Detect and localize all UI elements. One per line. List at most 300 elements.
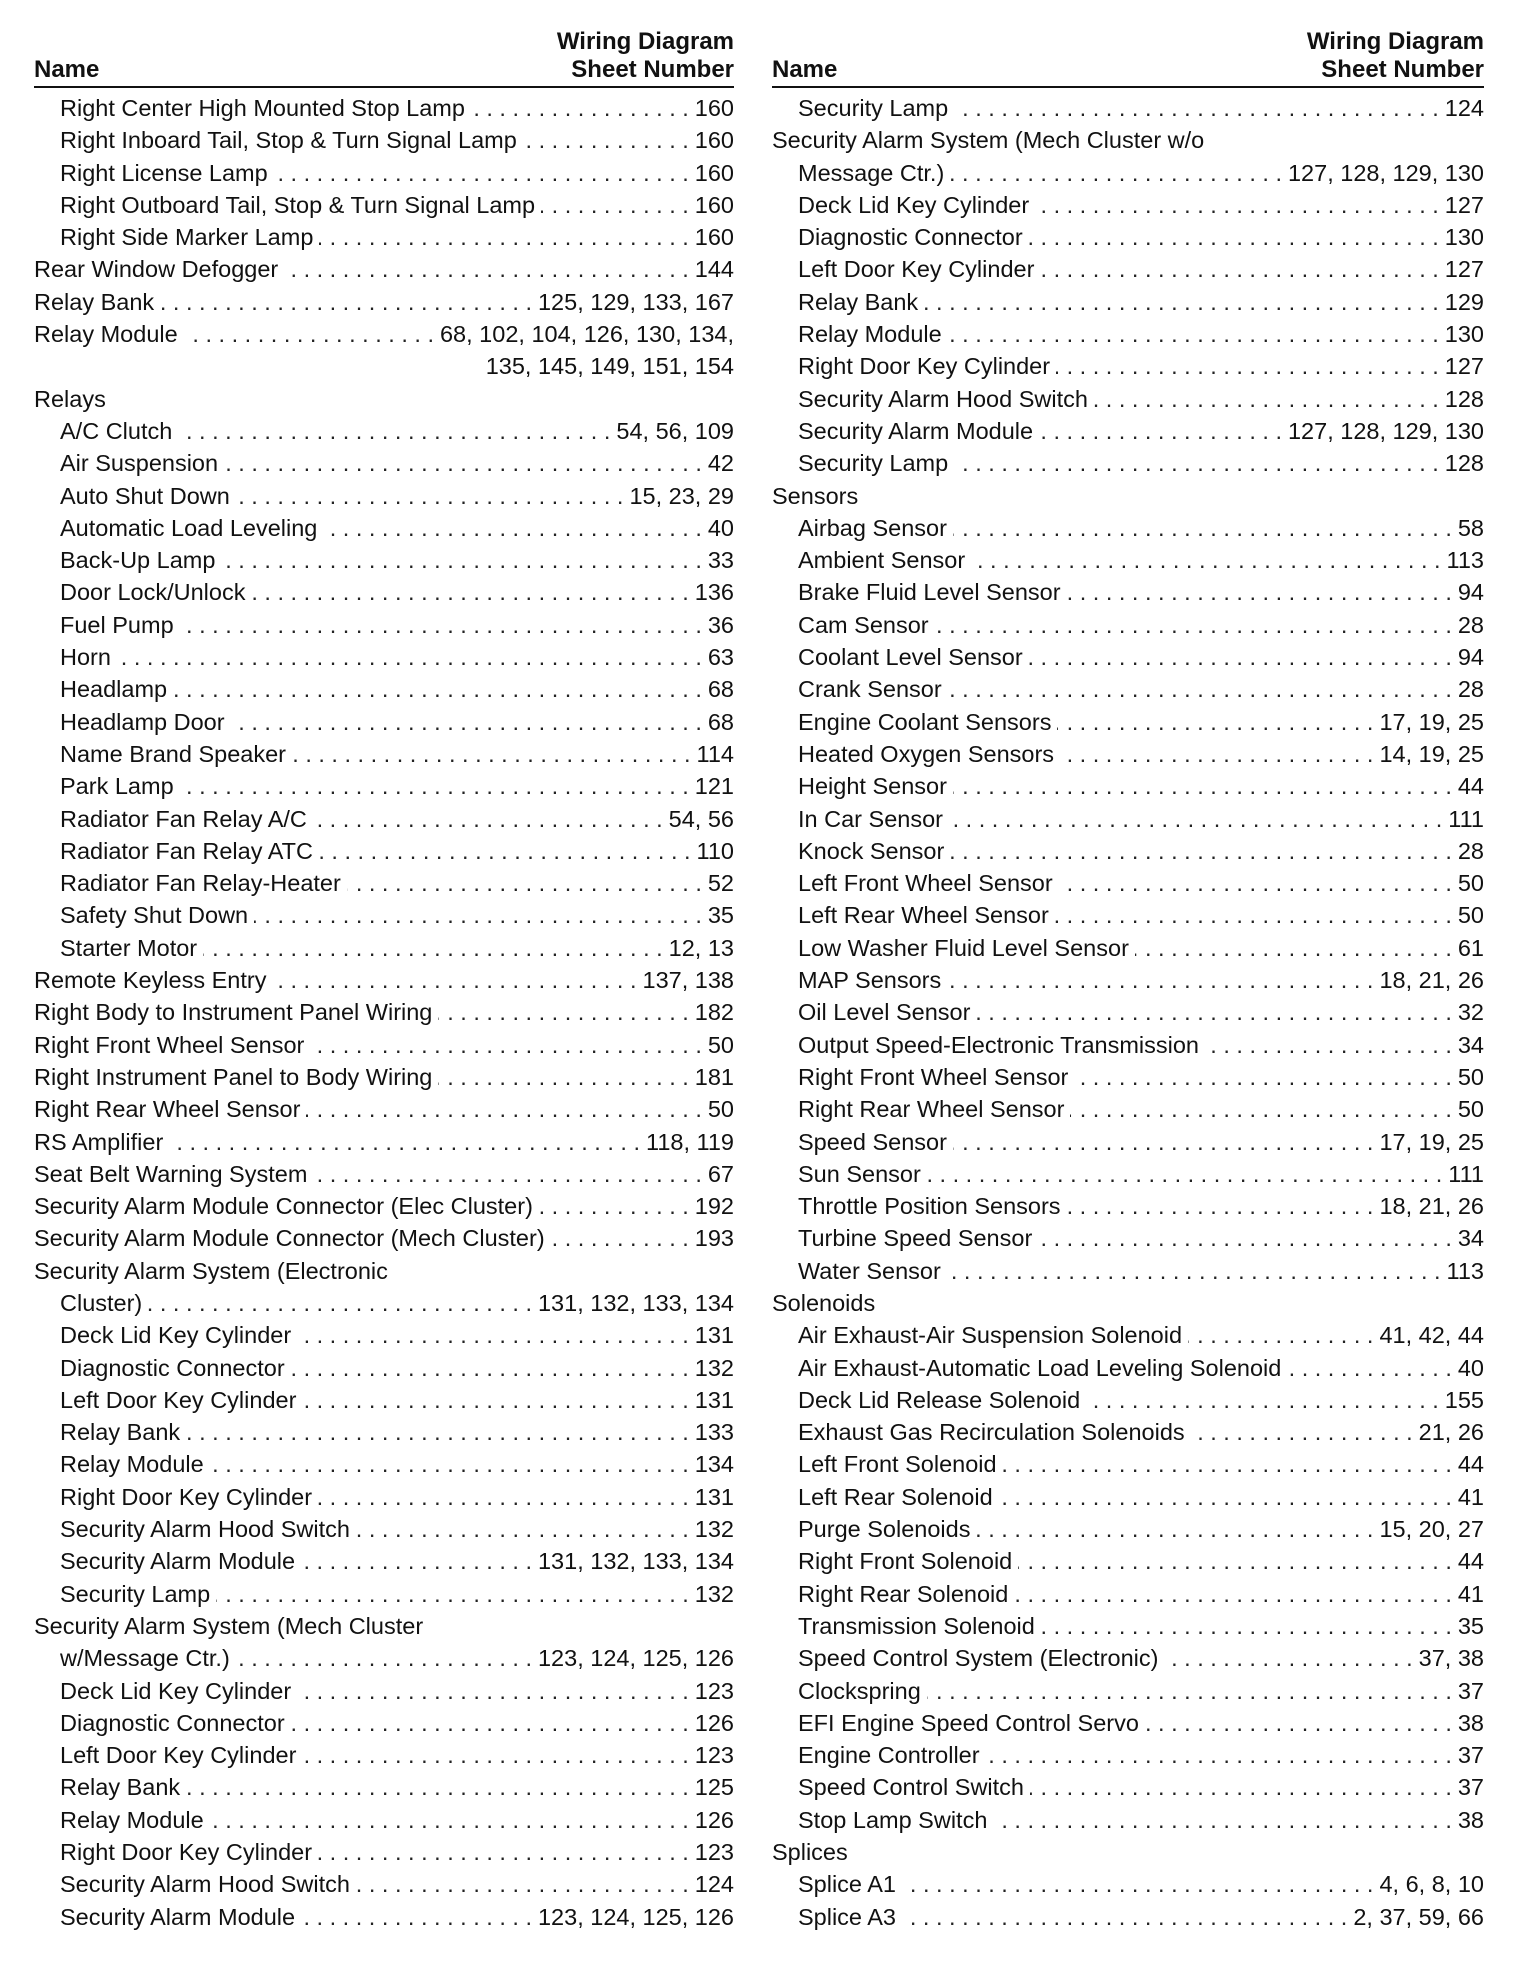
index-entry [772,480,1484,512]
index-entry [772,1287,1484,1319]
dot-leader [356,1868,689,1900]
entry-sheet-number: 131 [694,1483,734,1510]
dot-leader [210,1804,689,1836]
entry-name: Headlamp Door [60,708,225,735]
dot-leader [1287,1352,1452,1384]
dot-leader [301,1545,532,1577]
entry-sheet-number: 144 [694,256,734,283]
entry-sheet-number: 37 [1457,1677,1484,1704]
entry-name: Left Rear Wheel Sensor [798,902,1049,929]
entry-sheet-number: 35 [707,902,734,929]
entry-name: Left Door Key Cylinder [60,1386,297,1413]
entry-name: Speed Control Switch [798,1774,1024,1801]
entry-name: Name Brand Speaker [60,740,286,767]
dot-leader [976,996,1451,1028]
entry-name: Starter Motor [60,934,198,961]
dot-leader [1164,1642,1412,1674]
index-entry [34,1771,734,1803]
dot-leader [954,447,1439,479]
index-entry [34,1836,734,1868]
dot-leader [541,189,689,221]
index-entry [34,770,734,802]
entry-sheet-number: 131 [694,1386,734,1413]
entry-name: Engine Coolant Sensors [798,708,1052,735]
index-entry [34,1319,734,1351]
entry-name: Door Lock/Unlock [60,579,246,606]
entry-sheet-number: 124 [1444,95,1484,121]
entry-sheet-number: 123 [694,1677,734,1704]
entry-name: RS Amplifier [34,1128,164,1155]
dot-leader [1188,1319,1373,1351]
dot-leader [178,415,610,447]
entry-name: Stop Lamp Switch [798,1806,988,1833]
dot-leader [148,1287,532,1319]
dot-leader [953,512,1452,544]
entry-name: Security Alarm Module Connector (Elec Cluster) [34,1193,533,1220]
index-entry [34,189,734,221]
entry-name: Right Front Wheel Sensor [34,1031,305,1058]
dot-leader [186,1416,689,1448]
entry-name: Security Alarm System (Mech Cluster [34,1612,424,1639]
entry-name: Right Rear Wheel Sensor [34,1096,301,1123]
index-entry [772,1384,1484,1416]
entry-name: Security Lamp [60,1580,211,1607]
entry-sheet-number: 38 [1457,1806,1484,1833]
entry-name: Deck Lid Release Solenoid [798,1386,1081,1413]
entry-name: Relay Module [60,1451,204,1478]
dot-leader [301,1901,532,1933]
entry-sheet-number: 111 [1448,805,1484,832]
dot-leader [1074,1061,1451,1093]
index-entry [772,1416,1484,1448]
entry-sheet-number: 131, 132, 133, 134 [537,1548,734,1575]
entry-sheet-number: 67 [707,1160,734,1187]
dot-leader [356,1513,689,1545]
dot-leader [1038,1222,1452,1254]
entry-name: Crank Sensor [798,676,942,703]
entry-name: Splice A1 [798,1871,896,1898]
entry-name: Seat Belt Warning System [34,1160,308,1187]
index-entry [772,1029,1484,1061]
entry-sheet-number: 132 [694,1354,734,1381]
dot-leader [1018,1545,1452,1577]
entry-sheet-number: 44 [1457,1451,1484,1478]
index-entry [772,1836,1484,1868]
entry-name: Left Front Wheel Sensor [798,870,1053,897]
index-entry [772,1319,1484,1351]
index-entry [772,253,1484,285]
entry-name: Air Suspension [60,450,219,477]
entry-sheet-number: 134 [694,1451,734,1478]
dot-leader [1003,1448,1452,1480]
index-entry [772,1610,1484,1642]
entry-sheet-number: 34 [1457,1031,1484,1058]
entry-name: Radiator Fan Relay A/C [60,805,307,832]
dot-leader [953,770,1452,802]
dot-leader [169,1126,640,1158]
dot-leader [210,1448,689,1480]
entry-sheet-number: 181 [694,1063,734,1090]
index-entry [772,770,1484,802]
sheet-number-column-heading [557,28,734,84]
index-entry [772,92,1484,124]
entry-sheet-number: 123 [694,1839,734,1866]
dot-leader [173,673,702,705]
entry-sheet-number: 50 [707,1031,734,1058]
entry-name: Ambient Sensor [798,547,966,574]
name-column-heading: Name [34,56,100,83]
entry-name: Splices [772,1839,848,1866]
dot-leader [236,1642,532,1674]
left-column [34,26,734,1933]
entry-name: Cluster) [60,1289,143,1316]
entry-sheet-number: 123, 124, 125, 126 [537,1645,734,1672]
dot-leader [184,318,434,350]
dot-leader [323,512,701,544]
dot-leader [902,1868,1373,1900]
entry-name: Oil Level Sensor [798,999,971,1026]
dot-leader [953,1126,1374,1158]
index-entry [34,157,734,189]
index-entry [34,835,734,867]
index-entry [34,1448,734,1480]
entry-name: Security Alarm Hood Switch [60,1516,350,1543]
index-entry [772,1352,1484,1384]
index-entry [772,738,1484,770]
index-entry [34,1093,734,1125]
sheet-number-column-heading [1307,28,1484,84]
index-entry [772,899,1484,931]
index-entry [34,673,734,705]
index-entry [772,189,1484,221]
index-entry [772,1675,1484,1707]
index-entry [772,1158,1484,1190]
entry-sheet-number: 50 [707,1096,734,1123]
entry-sheet-number: 127, 128, 129, 130 [1287,159,1484,186]
entry-name: Height Sensor [798,773,947,800]
entry-sheet-number: 40 [1457,1354,1484,1381]
entry-sheet-number: 12, 13 [668,934,734,961]
index-entry [772,867,1484,899]
dot-leader [1191,1416,1413,1448]
entry-sheet-number: 118, 119 [646,1128,734,1155]
index-entry [34,1352,734,1384]
entry-sheet-number: 50 [1457,902,1484,929]
entry-name: Relay Module [60,1806,204,1833]
index-entry [34,480,734,512]
index-entry [34,1126,734,1158]
dot-leader [1135,932,1452,964]
dot-leader [180,770,689,802]
entry-name: Security Alarm Module [60,1903,296,1930]
dot-leader [1035,189,1439,221]
dot-leader [347,867,702,899]
index-entry [772,447,1484,479]
dot-leader [927,1158,1442,1190]
entry-name: Water Sensor [798,1257,941,1284]
dot-leader [1060,738,1373,770]
dot-leader [319,835,691,867]
entry-name: Security Alarm Hood Switch [60,1871,350,1898]
entry-sheet-number: 160 [694,159,734,186]
index-entry [772,1545,1484,1577]
dot-leader [1057,706,1373,738]
index-entry [34,1578,734,1610]
dot-leader [1030,1771,1452,1803]
index-entry [34,544,734,576]
index-entry [34,576,734,608]
entry-sheet-number: 160 [694,224,734,251]
dot-leader [302,1739,688,1771]
dot-leader [1067,576,1452,608]
entry-name: w/Message Ctr.) [60,1645,230,1672]
entry-name: Solenoids [772,1289,876,1316]
entry-sheet-number: 44 [1457,773,1484,800]
entry-sheet-number: 132 [694,1580,734,1607]
entry-name: Air Exhaust-Automatic Load Leveling Solenoid [798,1354,1282,1381]
entry-name: Right Center High Mounted Stop Lamp [60,95,465,121]
dot-leader [1067,1190,1374,1222]
entry-sheet-number: 21, 26 [1418,1419,1484,1446]
name-column-heading: Name [772,56,838,83]
entry-name: In Car Sensor [798,805,943,832]
index-entry [772,1448,1484,1480]
entry-name: Automatic Load Leveling [60,514,318,541]
index-entry [772,1771,1484,1803]
entry-sheet-number: 15, 20, 27 [1379,1516,1484,1543]
entry-name: Security Alarm Module [798,417,1034,444]
entry-sheet-number: 126 [694,1806,734,1833]
entry-name: Message Ctr.) [798,159,945,186]
entry-sheet-number: 160 [694,95,734,121]
index-entry [34,512,734,544]
dot-leader [947,1255,1441,1287]
entry-sheet-number: 131, 132, 133, 134 [537,1289,734,1316]
entry-name: Speed Control System (Electronic) [798,1645,1159,1672]
entry-name: Cam Sensor [798,611,929,638]
entry-sheet-number: 32 [1457,999,1484,1026]
dot-leader [160,286,532,318]
index-entry [34,932,734,964]
entry-sheet-number: 38 [1457,1709,1484,1736]
entry-name: Knock Sensor [798,837,945,864]
sheet-heading-line1: Wiring Diagram [556,28,734,55]
index-entry [772,706,1484,738]
dot-leader [950,835,1452,867]
entry-sheet-number: 125, 129, 133, 167 [537,288,734,315]
entry-sheet-number: 193 [694,1225,734,1252]
index-entry [34,350,734,382]
index-entry [34,738,734,770]
entry-name: Transmission Solenoid [798,1612,1035,1639]
index-entry [34,1642,734,1674]
entry-sheet-number: 2, 37, 59, 66 [1353,1903,1484,1930]
index-entry [772,383,1484,415]
entry-sheet-number: 37 [1457,1742,1484,1769]
entry-sheet-number: 68 [707,676,734,703]
index-entry [772,673,1484,705]
entry-name: Turbine Speed Sensor [798,1225,1033,1252]
dot-leader [1056,350,1439,382]
dot-leader [1070,1093,1451,1125]
dot-leader [1059,867,1452,899]
index-entry [772,157,1484,189]
index-entry [772,1061,1484,1093]
entry-sheet-number: 41 [1457,1580,1484,1607]
entry-name: Sensors [772,482,859,509]
entry-name: Right Rear Solenoid [798,1580,1009,1607]
index-entry [772,609,1484,641]
dot-leader [297,1675,689,1707]
index-entry [772,544,1484,576]
index-entry [34,803,734,835]
entry-sheet-number: 136 [694,579,734,606]
entry-sheet-number: 63 [707,644,734,671]
entry-name: Right License Lamp [60,159,268,186]
entry-name: Coolant Level Sensor [798,644,1023,671]
dot-leader [948,318,1439,350]
entry-name: Output Speed-Electronic Transmission [798,1031,1199,1058]
entry-name: Security Lamp [798,95,949,121]
entry-name: Security Alarm System (Mech Cluster w/o [772,127,1205,154]
entry-name: Sun Sensor [798,1160,921,1187]
entry-sheet-number: 4, 6, 8, 10 [1379,1871,1484,1898]
entry-sheet-number: 42 [707,450,734,477]
dot-leader [1029,221,1439,253]
entry-name: Right Door Key Cylinder [60,1839,313,1866]
entry-name: Radiator Fan Relay ATC [60,837,313,864]
entry-sheet-number: 126 [694,1709,734,1736]
index-entry [34,1707,734,1739]
dot-leader [971,544,1440,576]
entry-sheet-number: 61 [1457,934,1484,961]
dot-leader [471,92,689,124]
entry-name: Remote Keyless Entry [34,967,267,994]
entry-sheet-number: 50 [1457,1063,1484,1090]
index-entry [772,1481,1484,1513]
dot-leader [438,996,688,1028]
left-entries-list [34,92,734,1933]
dot-leader [274,157,689,189]
entry-sheet-number: 35 [1457,1612,1484,1639]
index-entry [34,964,734,996]
entry-name: Radiator Fan Relay-Heater [60,870,341,897]
dot-leader [224,447,702,479]
entry-name: Air Exhaust-Air Suspension Solenoid [798,1322,1183,1349]
dot-leader [523,124,689,156]
entry-sheet-number: 135, 145, 149, 151, 154 [485,353,734,380]
entry-sheet-number: 121 [694,773,734,800]
dot-leader [310,1029,701,1061]
entry-sheet-number: 130 [1444,224,1484,251]
index-entry [772,1868,1484,1900]
index-entry [772,415,1484,447]
entry-sheet-number: 110 [696,837,734,864]
dot-leader [319,221,688,253]
entry-name: Brake Fluid Level Sensor [798,579,1061,606]
index-entry [772,576,1484,608]
dot-leader [986,1739,1452,1771]
entry-sheet-number: 28 [1457,676,1484,703]
entry-sheet-number: 28 [1457,837,1484,864]
entry-sheet-number: 40 [707,514,734,541]
index-entry [34,1481,734,1513]
dot-leader [203,932,663,964]
entry-name: Right Outboard Tail, Stop & Turn Signal Lamp [60,191,536,218]
entry-sheet-number: 14, 19, 25 [1379,740,1484,767]
entry-sheet-number: 137, 138 [642,967,734,994]
dot-leader [993,1804,1451,1836]
entry-sheet-number: 127 [1444,353,1484,380]
index-entry [34,1804,734,1836]
entry-name: Security Alarm Module [60,1548,296,1575]
entry-name: Left Door Key Cylinder [798,256,1035,283]
entry-sheet-number: 127, 128, 129, 130 [1287,417,1484,444]
entry-name: Relay Bank [34,288,155,315]
index-entry [34,1868,734,1900]
entry-sheet-number: 155 [1444,1386,1484,1413]
index-entry [34,383,734,415]
index-entry [772,835,1484,867]
index-entry [772,1901,1484,1933]
dot-leader [318,1836,689,1868]
entry-name: Deck Lid Key Cylinder [60,1322,292,1349]
dot-leader [950,157,1282,189]
entry-name: Diagnostic Connector [60,1709,285,1736]
index-entry [34,415,734,447]
index-entry [772,1707,1484,1739]
index-entry [34,867,734,899]
entry-sheet-number: 127 [1444,191,1484,218]
index-entry [772,350,1484,382]
entry-name: Headlamp [60,676,168,703]
dot-leader [539,1190,689,1222]
index-entry [34,1287,734,1319]
entry-name: Right Door Key Cylinder [798,353,1051,380]
entry-sheet-number: 41, 42, 44 [1379,1322,1484,1349]
dot-leader [180,609,702,641]
entry-name: Rear Window Defogger [34,256,279,283]
index-entry [772,1642,1484,1674]
dot-leader [292,738,691,770]
dot-leader [254,899,702,931]
entry-name: Safety Shut Down [60,902,249,929]
entry-name: Throttle Position Sensors [798,1193,1061,1220]
entry-name: Relay Bank [60,1774,181,1801]
entry-name: MAP Sensors [798,967,942,994]
entry-name: Relays [34,385,106,412]
entry-sheet-number: 129 [1444,288,1484,315]
dot-leader [251,576,688,608]
entry-sheet-number: 131 [694,1322,734,1349]
index-entry [772,512,1484,544]
entry-sheet-number: 17, 19, 25 [1379,708,1484,735]
index-entry [34,1190,734,1222]
dot-leader [1041,1610,1452,1642]
dot-leader [551,1222,689,1254]
entry-name: Heated Oxygen Sensors [798,740,1055,767]
sheet-heading-line2: Sheet Number [1321,56,1484,83]
index-entry [772,1804,1484,1836]
dot-leader [438,1061,688,1093]
index-entry [34,447,734,479]
entry-sheet-number: 15, 23, 29 [629,482,734,509]
entry-sheet-number: 128 [1444,385,1484,412]
dot-leader [272,964,636,996]
dot-leader [948,673,1452,705]
dot-leader [1055,899,1452,931]
index-entry [772,1190,1484,1222]
